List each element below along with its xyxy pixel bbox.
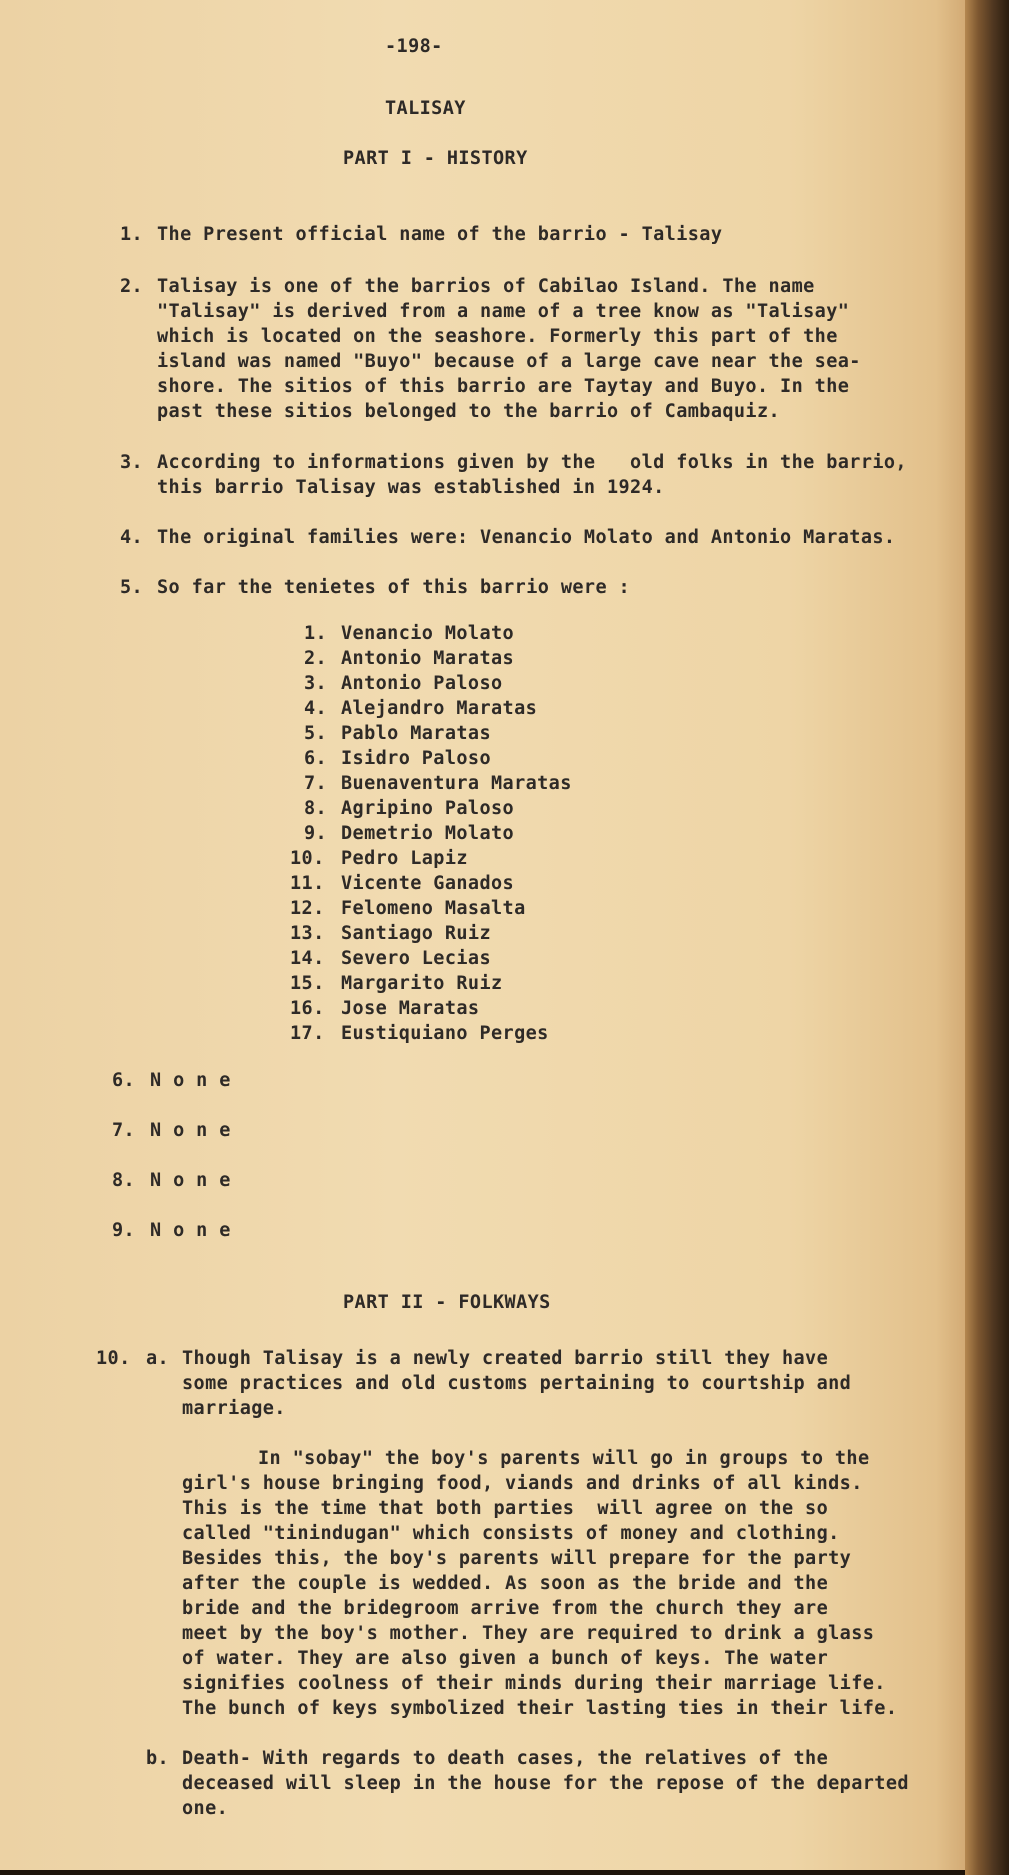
item-number: 5. [120,577,144,598]
list-number: 16. [290,998,325,1019]
item-number: 1. [120,224,144,245]
list-number: 9. [304,823,328,844]
item-text-line: past these sitios belonged to the barrio of Cambaquiz. [157,401,781,422]
item-number: 7. [112,1120,136,1141]
paragraph-line: of water. They are also given a bunch of keys. The water [182,1648,829,1669]
item-text-line: N o n e [150,1070,231,1091]
item-text-line: Though Talisay is a newly created barrio still they have [182,1348,829,1369]
item-number: 4. [120,527,144,548]
list-item: Vicente Ganados [341,873,515,894]
item-text-line: some practices and old customs pertaining to courtship and [182,1373,852,1394]
item-text-line: "Talisay" is derived from a name of a tree know as "Talisay" [157,301,850,322]
paragraph-line: meet by the boy's mother. They are required to drink a glass [182,1623,875,1644]
page-number: -198- [385,36,443,57]
sub-item-label: a. [146,1348,170,1369]
document-title: TALISAY [385,98,466,119]
item-number: 10. [96,1348,131,1369]
list-number: 3. [304,673,328,694]
paragraph-line: after the couple is wedded. As soon as the bride and the [182,1573,829,1594]
list-item: Buenaventura Maratas [341,773,572,794]
item-text-line: N o n e [150,1170,231,1191]
list-item: Pedro Lapiz [341,848,468,869]
item-number: 6. [112,1070,136,1091]
list-item: Antonio Maratas [341,648,515,669]
list-item: Agripino Paloso [341,798,515,819]
list-item: Felomeno Masalta [341,898,526,919]
list-number: 8. [304,798,328,819]
list-item: Pablo Maratas [341,723,491,744]
list-number: 10. [290,848,325,869]
list-item: Santiago Ruiz [341,923,491,944]
list-number: 5. [304,723,328,744]
part2-heading: PART II - FOLKWAYS [343,1292,551,1313]
item-text-line: marriage. [182,1398,286,1419]
item-text-line: Talisay is one of the barrios of Cabilao Island. The name [157,276,815,297]
list-number: 2. [304,648,328,669]
list-item: Eustiquiano Perges [341,1023,549,1044]
paragraph-line: The bunch of keys symbolized their lasting ties in their life. [182,1698,898,1719]
list-number: 13. [290,923,325,944]
list-item: Severo Lecias [341,948,491,969]
list-item: Alejandro Maratas [341,698,538,719]
item-number: 8. [112,1170,136,1191]
list-number: 1. [304,623,328,644]
item-text-line: The original families were: Venancio Molato and Antonio Maratas. [157,527,896,548]
list-number: 4. [304,698,328,719]
list-number: 15. [290,973,325,994]
item-text-line: Death- With regards to death cases, the relatives of the [182,1748,829,1769]
paragraph-line: signifies coolness of their minds during their marriage life. [182,1673,886,1694]
item-text-line: According to informations given by the old folks in the barrio, [157,452,907,473]
list-item: Venancio Molato [341,623,515,644]
paragraph-line: girl's house bringing food, viands and drinks of all kinds. [182,1473,863,1494]
item-text-line: this barrio Talisay was established in 1924. [157,477,665,498]
list-number: 11. [290,873,325,894]
list-item: Margarito Ruiz [341,973,503,994]
paragraph-line: Besides this, the boy's parents will prepare for the party [182,1548,852,1569]
item-number: 9. [112,1220,136,1241]
list-item: Demetrio Molato [341,823,515,844]
paragraph-line: called "tinindugan" which consists of money and clothing. [182,1523,840,1544]
sub-item-label: b. [146,1748,170,1769]
list-number: 6. [304,748,328,769]
item-text-line: which is located on the seashore. Formerly this part of the [157,326,838,347]
item-text-line: shore. The sitios of this barrio are Taytay and Buyo. In the [157,376,850,397]
paragraph-line: In "sobay" the boy's parents will go in groups to the [258,1448,870,1469]
item-text-line: one. [182,1798,229,1819]
item-text-line: The Present official name of the barrio - Talisay [157,224,723,245]
list-item: Jose Maratas [341,998,480,1019]
list-item: Antonio Paloso [341,673,503,694]
item-number: 3. [120,452,144,473]
part1-heading: PART I - HISTORY [343,148,528,169]
item-text-line: N o n e [150,1220,231,1241]
item-text-line: So far the tenietes of this barrio were : [157,577,631,598]
paragraph-line: bride and the bridegroom arrive from the church they are [182,1598,829,1619]
paragraph-line: This is the time that both parties will agree on the so [182,1498,829,1519]
list-number: 12. [290,898,325,919]
book-binding [965,0,1009,1875]
list-number: 7. [304,773,328,794]
item-text-line: island was named "Buyo" because of a large cave near the sea- [157,351,861,372]
item-number: 2. [120,276,144,297]
list-number: 17. [290,1023,325,1044]
list-number: 14. [290,948,325,969]
list-item: Isidro Paloso [341,748,491,769]
item-text-line: N o n e [150,1120,231,1141]
item-text-line: deceased will sleep in the house for the repose of the departed [182,1773,909,1794]
